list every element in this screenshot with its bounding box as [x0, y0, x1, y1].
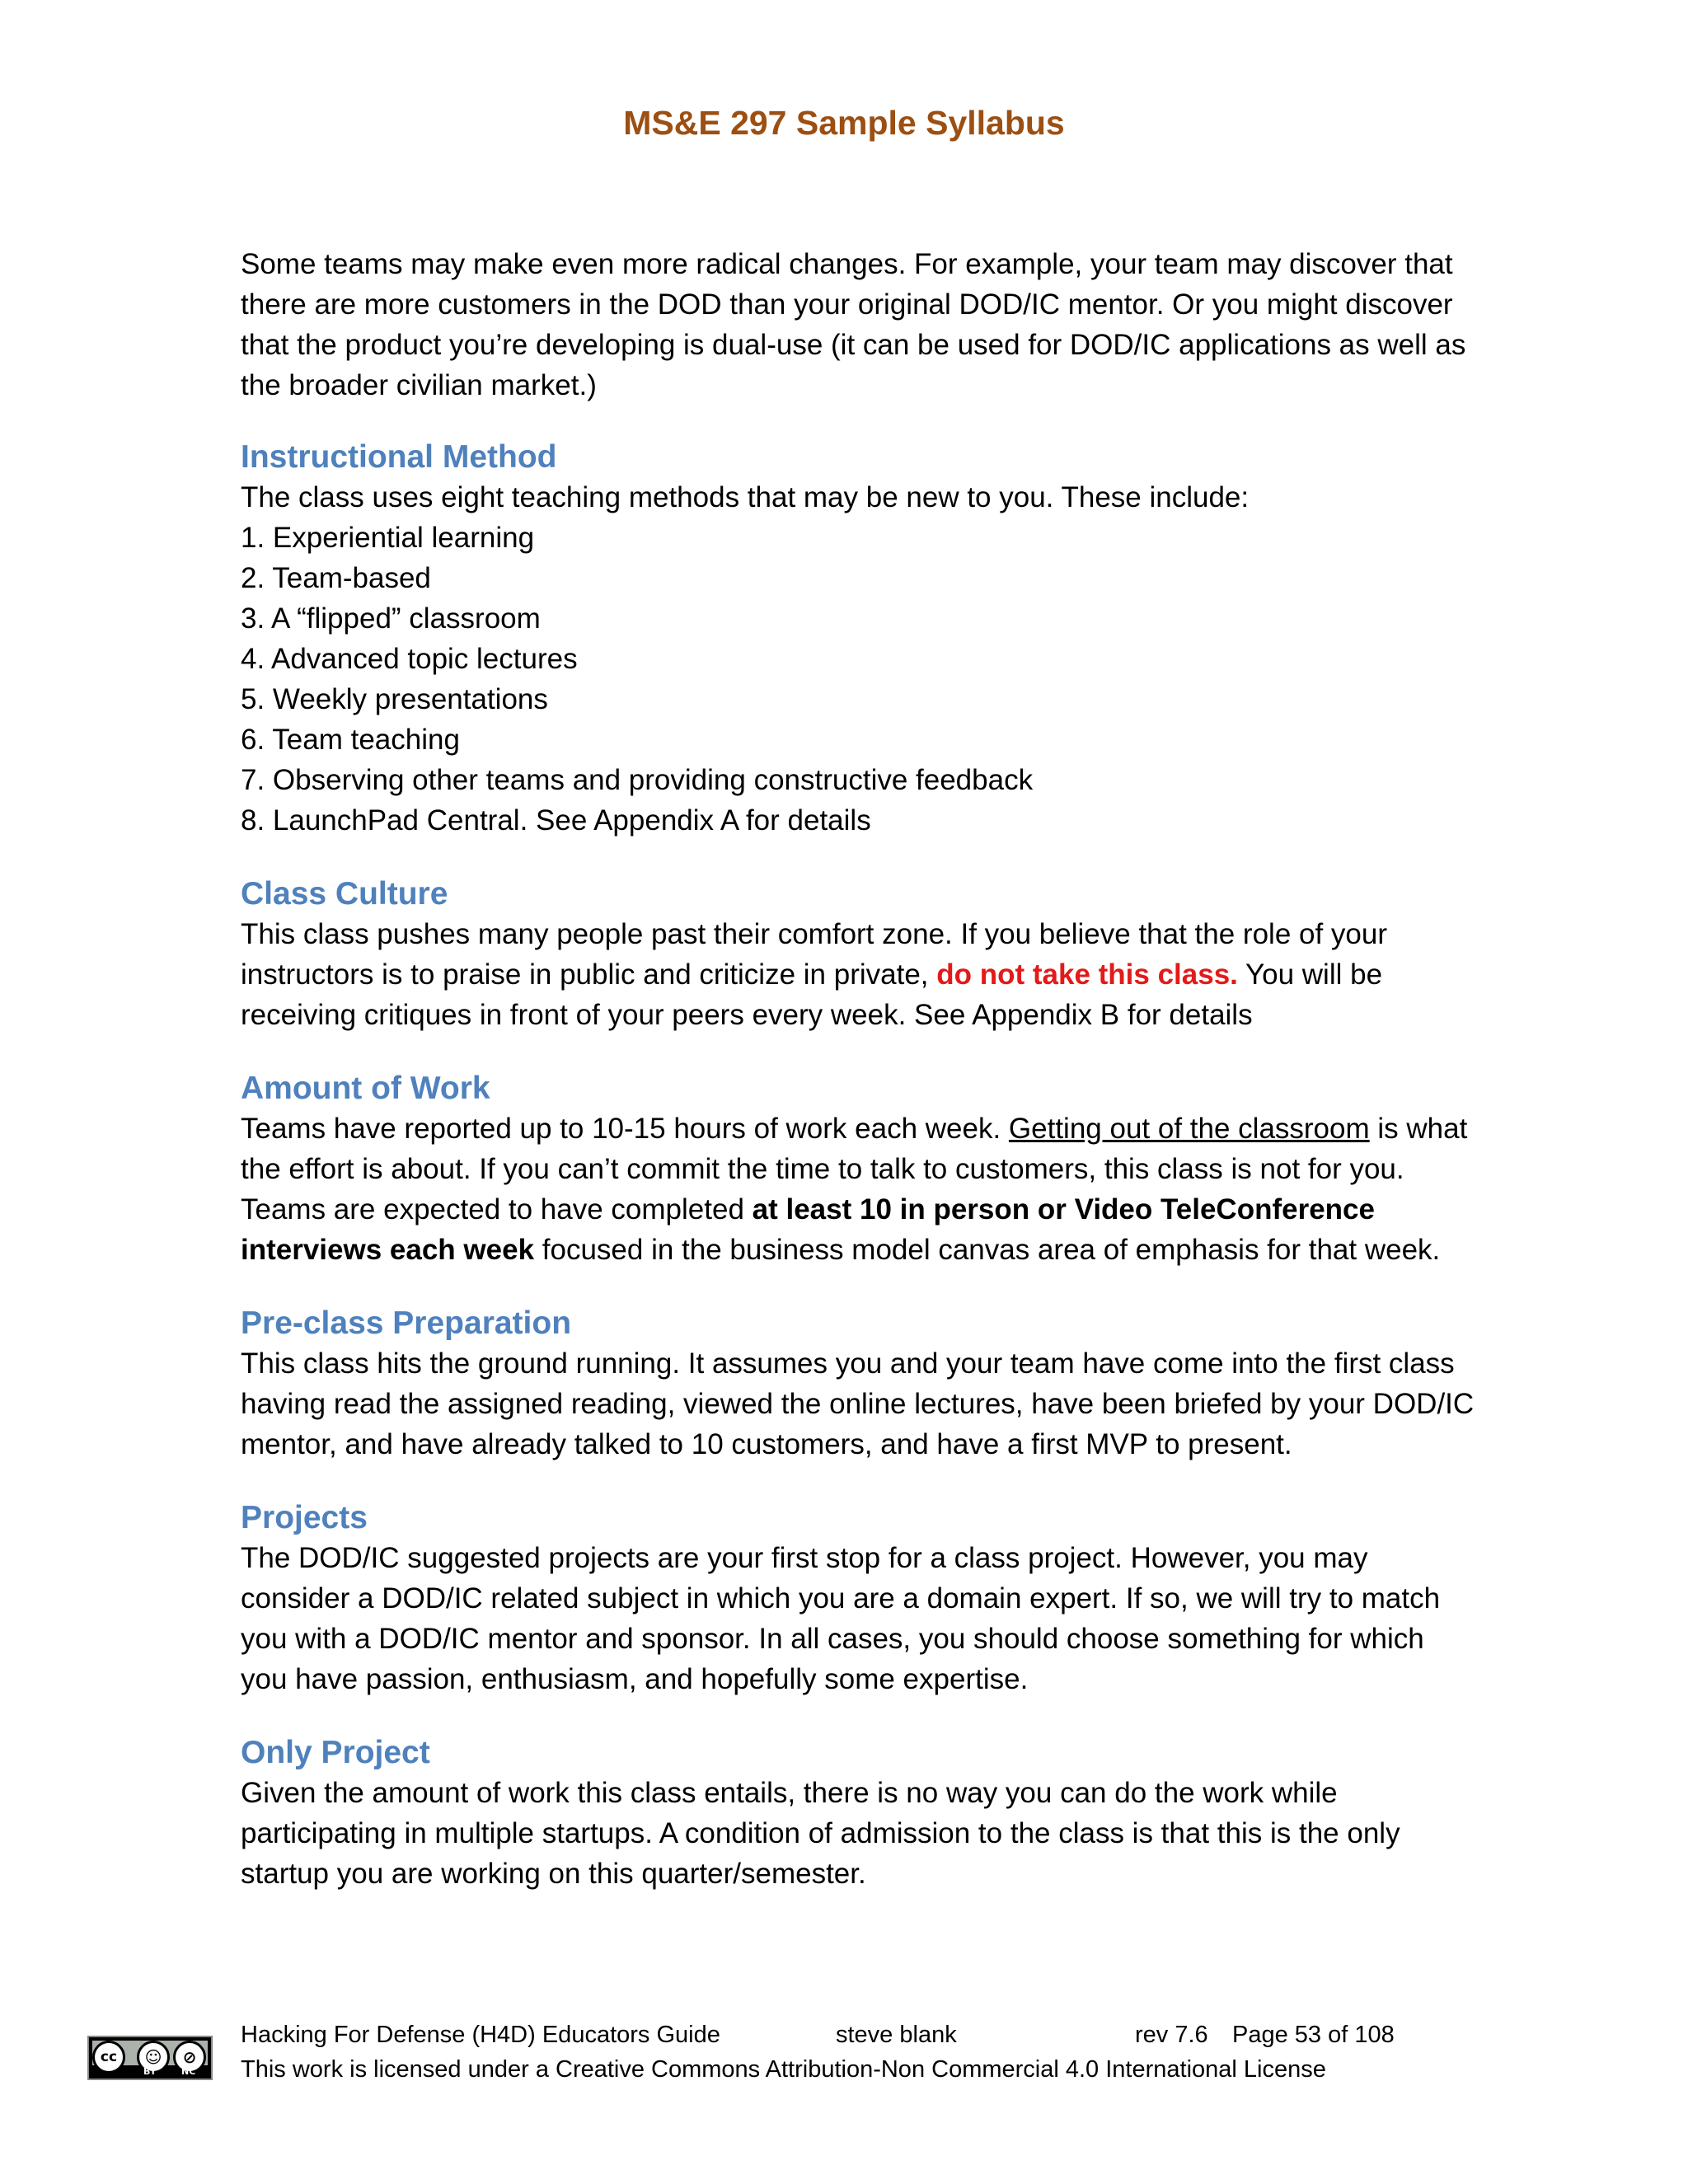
section-pre-class-preparation [241, 1303, 1477, 1465]
footer-guide-title: Hacking For Defense (H4D) Educators Guide [241, 2022, 720, 2048]
text-run: focused in the business model canvas area of emphasis for that week. [534, 1234, 1441, 1266]
list-item: 2. Team-based [241, 562, 431, 594]
non-commercial-icon: ⊘ [173, 2041, 206, 2074]
section-heading: Only Project [241, 1735, 430, 1770]
section-heading: Amount of Work [241, 1071, 490, 1106]
document-body [241, 244, 1477, 1927]
footer-revision: rev 7.6 [1135, 2022, 1208, 2048]
section-heading: Pre-class Preparation [241, 1305, 572, 1341]
list-item: 1. Experiential learning [241, 522, 535, 554]
list-item: 4. Advanced topic lectures [241, 643, 578, 675]
cc-license-badge [87, 2036, 213, 2080]
badge-label-by: BY [143, 2066, 157, 2077]
text-run: You will be receiving critiques in front of your peers every week. See Appendix B for details [241, 958, 1383, 1031]
section-only-project [241, 1732, 1477, 1894]
list-item: 8. LaunchPad Central. See Appendix A for details [241, 804, 871, 837]
warning-text: do not take this class. [936, 958, 1238, 991]
list-item: 5. Weekly presentations [241, 683, 548, 715]
section-paragraph: The DOD/IC suggested projects are your first stop for a class project. However, you may consider a DOD/IC related subject in which you are a domain expert. If so, we will try to match you with a DOD/IC mentor and sponsor. In all cases, you should choose something for which you have passion, enthusiasm, and hopefully some expertise. [241, 1542, 1441, 1695]
teaching-methods-list [241, 518, 1477, 841]
underlined-text: Getting out of the classroom [1008, 1113, 1370, 1145]
section-class-culture [241, 874, 1477, 1035]
list-item: 7. Observing other teams and providing constructive feedback [241, 764, 1034, 796]
text-run: This class pushes many people past their comfort zone. If you believe that the role of your instructors is to praise in public and criticize in private, [241, 918, 1388, 991]
list-item: 3. A “flipped” classroom [241, 602, 541, 635]
section-instructional-method [241, 437, 1477, 841]
section-amount-of-work [241, 1068, 1477, 1270]
creative-commons-icon: cc [92, 2041, 125, 2074]
badge-label-nc: NC [181, 2066, 196, 2077]
section-heading: Class Culture [241, 876, 448, 912]
text-run: is what the effort is about. If you can’t commit the time to talk to customers, this class is not for you. Teams are expected to have completed [241, 1113, 1468, 1226]
page-footer [241, 2018, 1477, 2087]
page-title: MS&E 297 Sample Syllabus [623, 104, 1065, 142]
section-paragraph [241, 1108, 1477, 1270]
section-paragraph: This class hits the ground running. It assumes you and your team have come into the first class having read the assigned reading, viewed the online lectures, have been briefed by your DOD/IC mentor, and have already talked to 10 customers, and have a first MVP to present. [241, 1347, 1475, 1460]
footer-author: steve blank [836, 2022, 957, 2048]
footer-license: This work is licensed under a Creative Commons Attribution-Non Commercial 4.0 International License [241, 2056, 1326, 2083]
intro-paragraph: Some teams may make even more radical changes. For example, your team may discover that there are more customers in the DOD than your original DOD/IC mentor. Or you might discover that the product you’re developing is dual-use (it can be used for DOD/IC applications as well as the broader civilian market.) [241, 248, 1466, 401]
footer-row [241, 2018, 1477, 2052]
text-run: Teams have reported up to 10-15 hours of work each week. [241, 1113, 1009, 1145]
section-heading: Projects [241, 1500, 368, 1535]
section-lead: The class uses eight teaching methods that may be new to you. These include: [241, 481, 1250, 513]
list-item: 6. Team teaching [241, 724, 460, 756]
section-projects [241, 1497, 1477, 1699]
bold-text: at least 10 in person or Video TeleConference interviews each week [241, 1193, 1375, 1266]
section-heading: Instructional Method [241, 439, 557, 475]
attribution-icon: ☺ [137, 2041, 170, 2074]
section-paragraph: Given the amount of work this class entails, there is no way you can do the work while participating in multiple startups. A condition of admission to the class is that this is the only startup you are working on this quarter/semester. [241, 1777, 1400, 1890]
footer-page-number: Page 53 of 108 [1232, 2022, 1395, 2048]
section-paragraph [241, 914, 1477, 1035]
